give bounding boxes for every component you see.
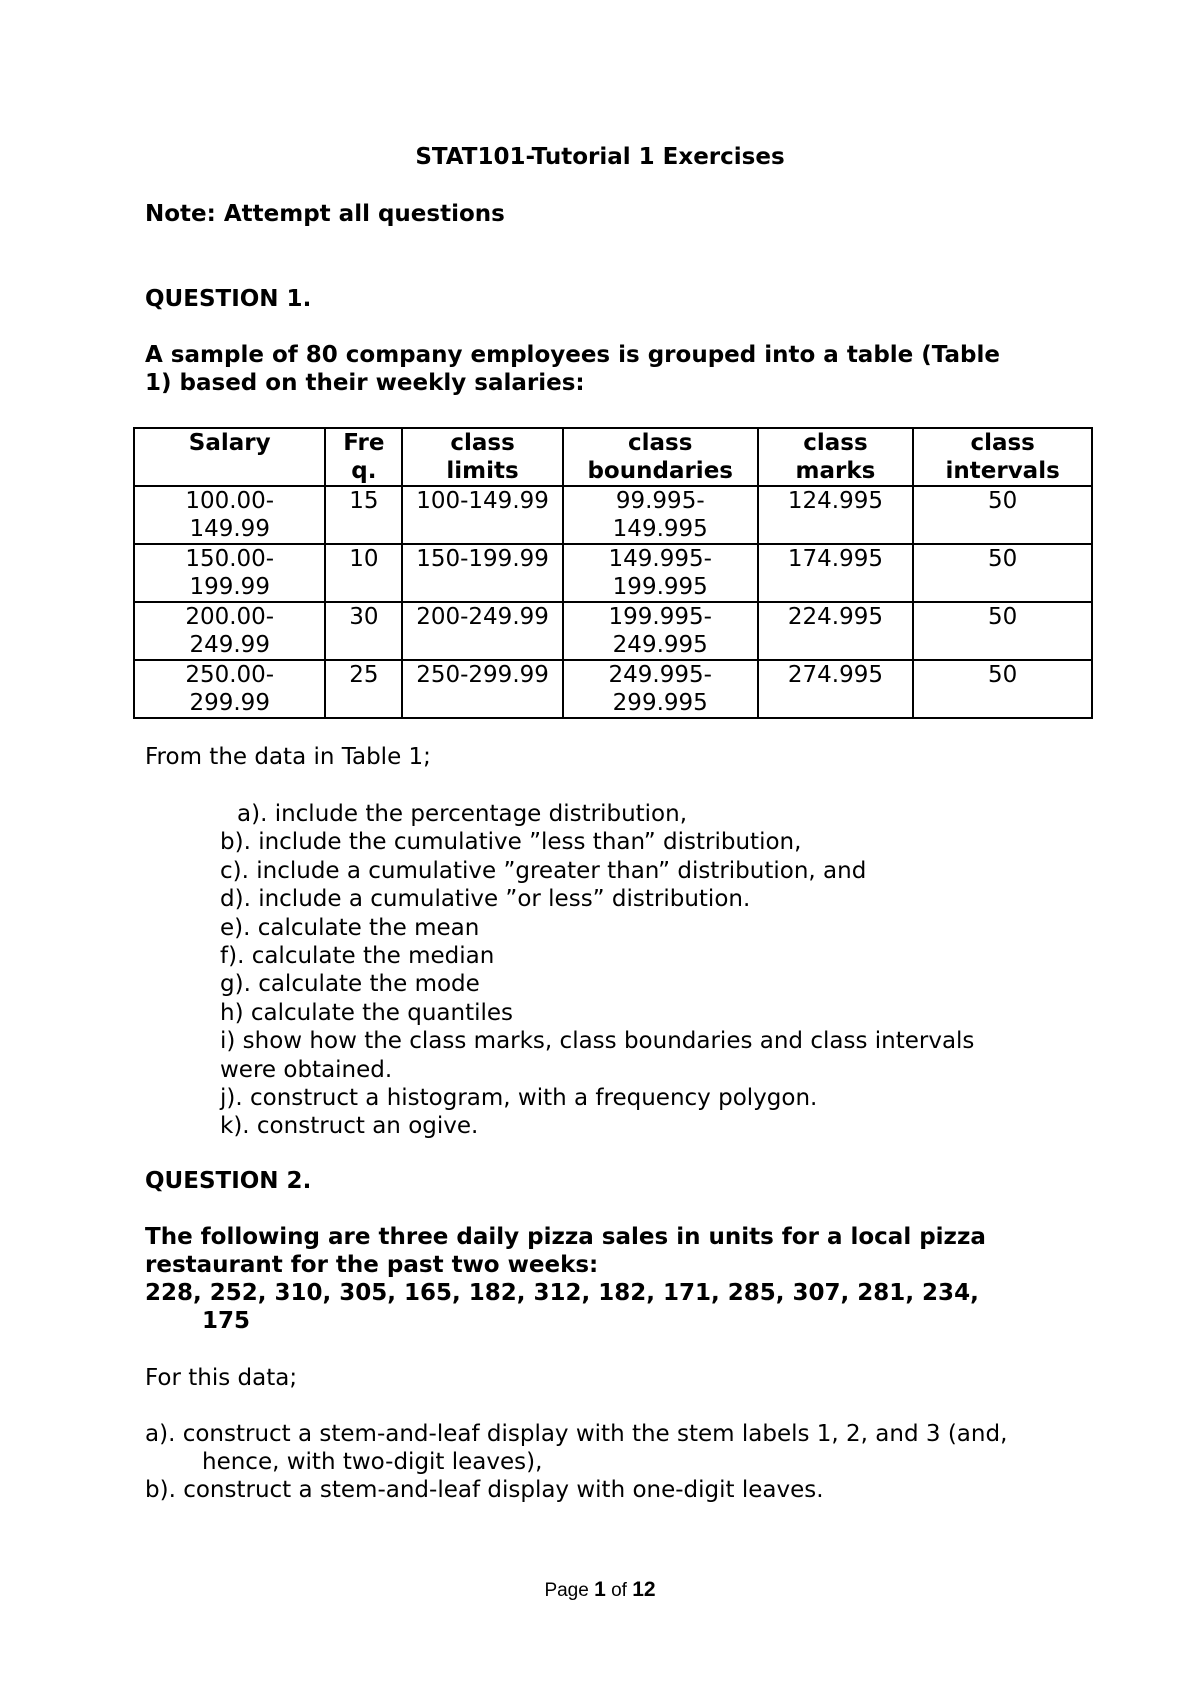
cell-marks: 174.995 — [758, 544, 914, 602]
cell-freq: 25 — [325, 660, 402, 718]
salary-table — [133, 427, 1093, 719]
cell-freq: 30 — [325, 602, 402, 660]
list-item: i) show how the class marks, class boundaries and class intervals — [220, 1028, 975, 1055]
table-row — [134, 660, 1092, 718]
cell-salary: 100.00- 149.99 — [134, 486, 325, 544]
cell-boundaries: 249.995- 299.995 — [563, 660, 758, 718]
cell-limits: 100-149.99 — [402, 486, 563, 544]
list-item: a). construct a stem-and-leaf display with the stem labels 1, 2, and 3 (and, — [145, 1421, 1008, 1447]
question2-intro — [145, 1223, 986, 1335]
cell-salary: 150.00- 199.99 — [134, 544, 325, 602]
question1-item-list — [145, 800, 974, 1141]
sales-data-line2: 175 — [202, 1308, 251, 1334]
list-item: b). include the cumulative ”less than” distribution, — [220, 829, 802, 856]
sales-data-line1: 228, 252, 310, 305, 165, 182, 312, 182, 171, 285, 307, 281, 234, — [145, 1280, 979, 1306]
cell-salary: 250.00- 299.99 — [134, 660, 325, 718]
cell-boundaries: 199.995- 249.995 — [563, 602, 758, 660]
header-class-limits: class limits — [402, 428, 563, 486]
footer-page-word: Page — [544, 1580, 589, 1601]
for-data-text: For this data; — [145, 1365, 298, 1391]
question2-intro-line1: The following are three daily pizza sales in units for a local pizza — [145, 1224, 986, 1250]
cell-freq: 15 — [325, 486, 402, 544]
list-item: h) calculate the quantiles — [220, 999, 514, 1026]
list-item: j). construct a histogram, with a frequency polygon. — [220, 1085, 818, 1112]
cell-boundaries: 99.995- 149.995 — [563, 486, 758, 544]
cell-intervals: 50 — [913, 486, 1092, 544]
list-item: f). calculate the median — [220, 943, 495, 970]
list-item: k). construct an ogive. — [220, 1113, 479, 1140]
question2-heading: QUESTION 2. — [145, 1168, 312, 1194]
cell-limits: 250-299.99 — [402, 660, 563, 718]
list-item: hence, with two-digit leaves), — [202, 1449, 543, 1475]
header-class-boundaries: class boundaries — [563, 428, 758, 486]
page-footer — [0, 1578, 1200, 1602]
list-item: were obtained. — [220, 1056, 393, 1083]
cell-freq: 10 — [325, 544, 402, 602]
list-item: e). calculate the mean — [220, 914, 480, 941]
footer-of-word: of — [611, 1580, 627, 1601]
list-item: a). include the percentage distribution, — [237, 801, 688, 827]
question1-intro-line2: 1) based on their weekly salaries: — [145, 370, 585, 396]
cell-salary: 200.00- 249.99 — [134, 602, 325, 660]
table-header-row — [134, 428, 1092, 486]
cell-limits: 150-199.99 — [402, 544, 563, 602]
header-salary: Salary — [134, 428, 325, 486]
question1-heading: QUESTION 1. — [145, 286, 312, 312]
table-row — [134, 486, 1092, 544]
from-data-text: From the data in Table 1; — [145, 744, 431, 770]
footer-total-pages: 12 — [632, 1578, 656, 1601]
cell-marks: 224.995 — [758, 602, 914, 660]
question2-item-list — [145, 1420, 1007, 1504]
note-text: Note: Attempt all questions — [145, 201, 505, 227]
question1-intro-line1: A sample of 80 company employees is grouped into a table (Table — [145, 342, 1000, 368]
cell-intervals: 50 — [913, 544, 1092, 602]
cell-intervals: 50 — [913, 602, 1092, 660]
list-item: g). calculate the mode — [220, 971, 480, 998]
cell-intervals: 50 — [913, 660, 1092, 718]
footer-page-number: 1 — [594, 1578, 606, 1601]
cell-limits: 200-249.99 — [402, 602, 563, 660]
document-title: STAT101-Tutorial 1 Exercises — [415, 144, 785, 170]
question2-intro-line2: restaurant for the past two weeks: — [145, 1252, 599, 1278]
table-row — [134, 602, 1092, 660]
header-freq: Fre q. — [325, 428, 402, 486]
header-class-marks: class marks — [758, 428, 914, 486]
question1-intro — [145, 341, 1000, 397]
cell-boundaries: 149.995- 199.995 — [563, 544, 758, 602]
cell-marks: 274.995 — [758, 660, 914, 718]
list-item: c). include a cumulative ”greater than” distribution, and — [220, 857, 867, 884]
list-item: d). include a cumulative ”or less” distribution. — [220, 886, 751, 913]
table-row — [134, 544, 1092, 602]
header-class-intervals: class intervals — [913, 428, 1092, 486]
cell-marks: 124.995 — [758, 486, 914, 544]
list-item: b). construct a stem-and-leaf display with one-digit leaves. — [145, 1477, 824, 1503]
